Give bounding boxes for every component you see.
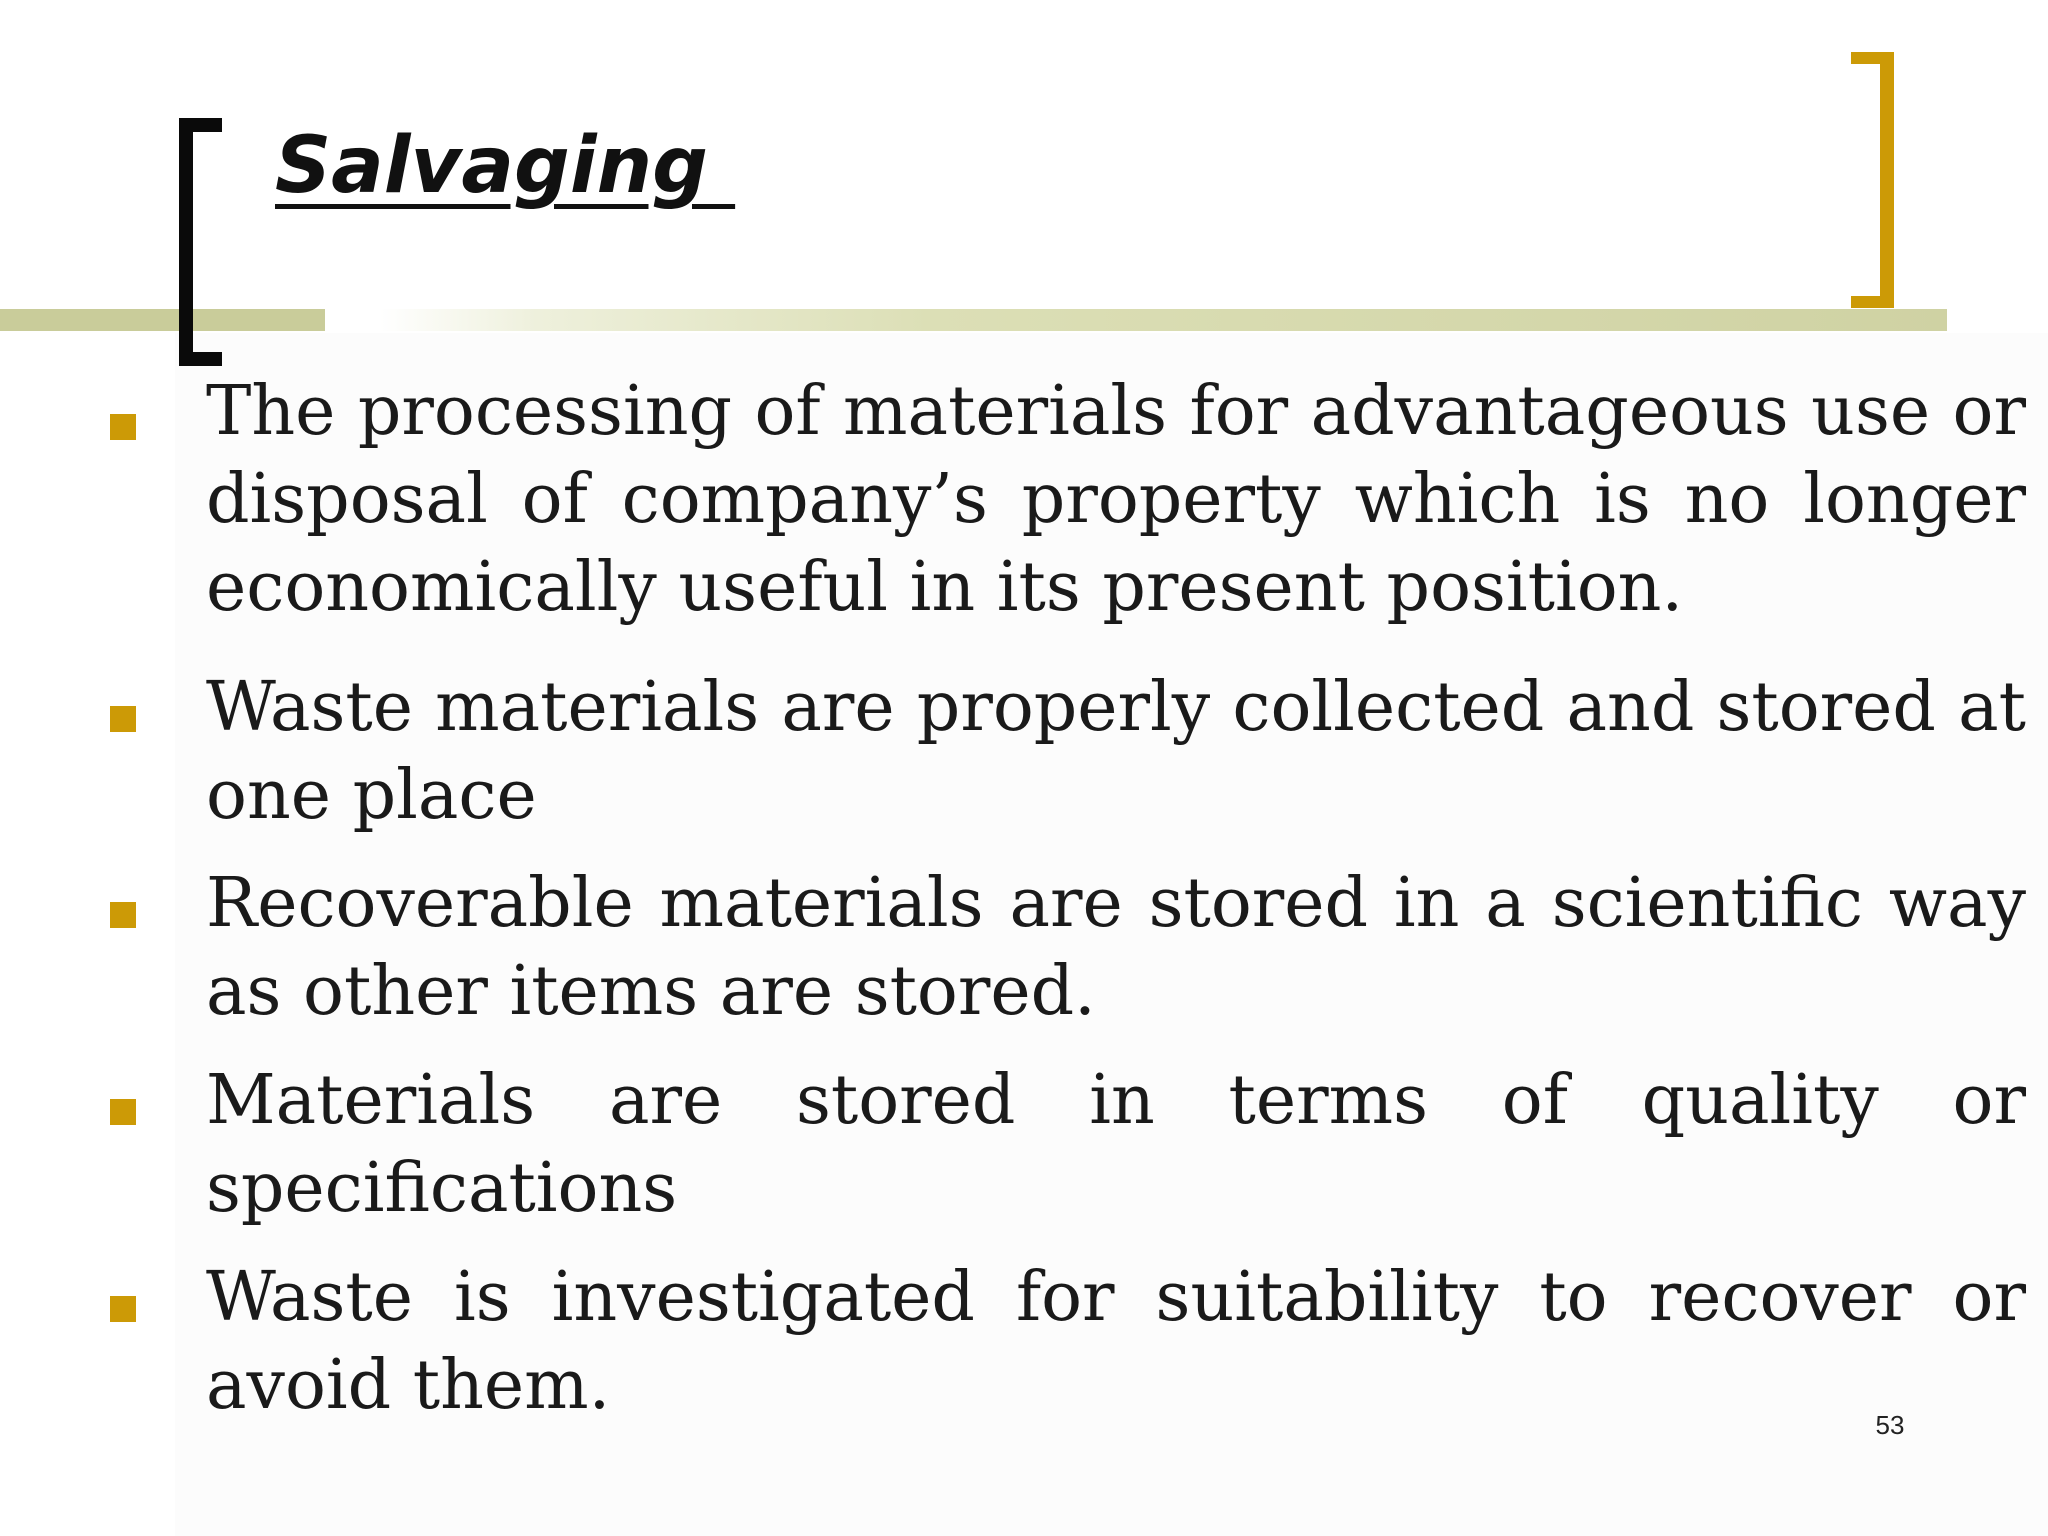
- left-bracket-decoration: [179, 118, 222, 366]
- right-bracket-decoration: [1851, 52, 1894, 308]
- bullet-text: Materials are stored in terms of quality or specifications: [206, 1061, 2026, 1228]
- bullet-text: Waste materials are properly collected and stored at one place: [206, 668, 2026, 835]
- bullet-text: The processing of materials for advantageous use or disposal of company’s property which is no longer economically useful in its present position.: [206, 372, 2026, 627]
- bullet-text: Recoverable materials are stored in a scientific way as other items are stored.: [206, 864, 2026, 1031]
- header-bar-left: [0, 309, 325, 331]
- square-bullet-icon: [110, 902, 136, 928]
- square-bullet-icon: [110, 414, 136, 440]
- page-number: 53: [1875, 1410, 1905, 1440]
- square-bullet-icon: [110, 1296, 136, 1322]
- header-bar-right: [380, 309, 1947, 331]
- bullet-text: Waste is investigated for suitability to recover or avoid them.: [206, 1258, 2026, 1425]
- slide-title: Salvaging: [275, 121, 736, 211]
- square-bullet-icon: [110, 706, 136, 732]
- square-bullet-icon: [110, 1099, 136, 1125]
